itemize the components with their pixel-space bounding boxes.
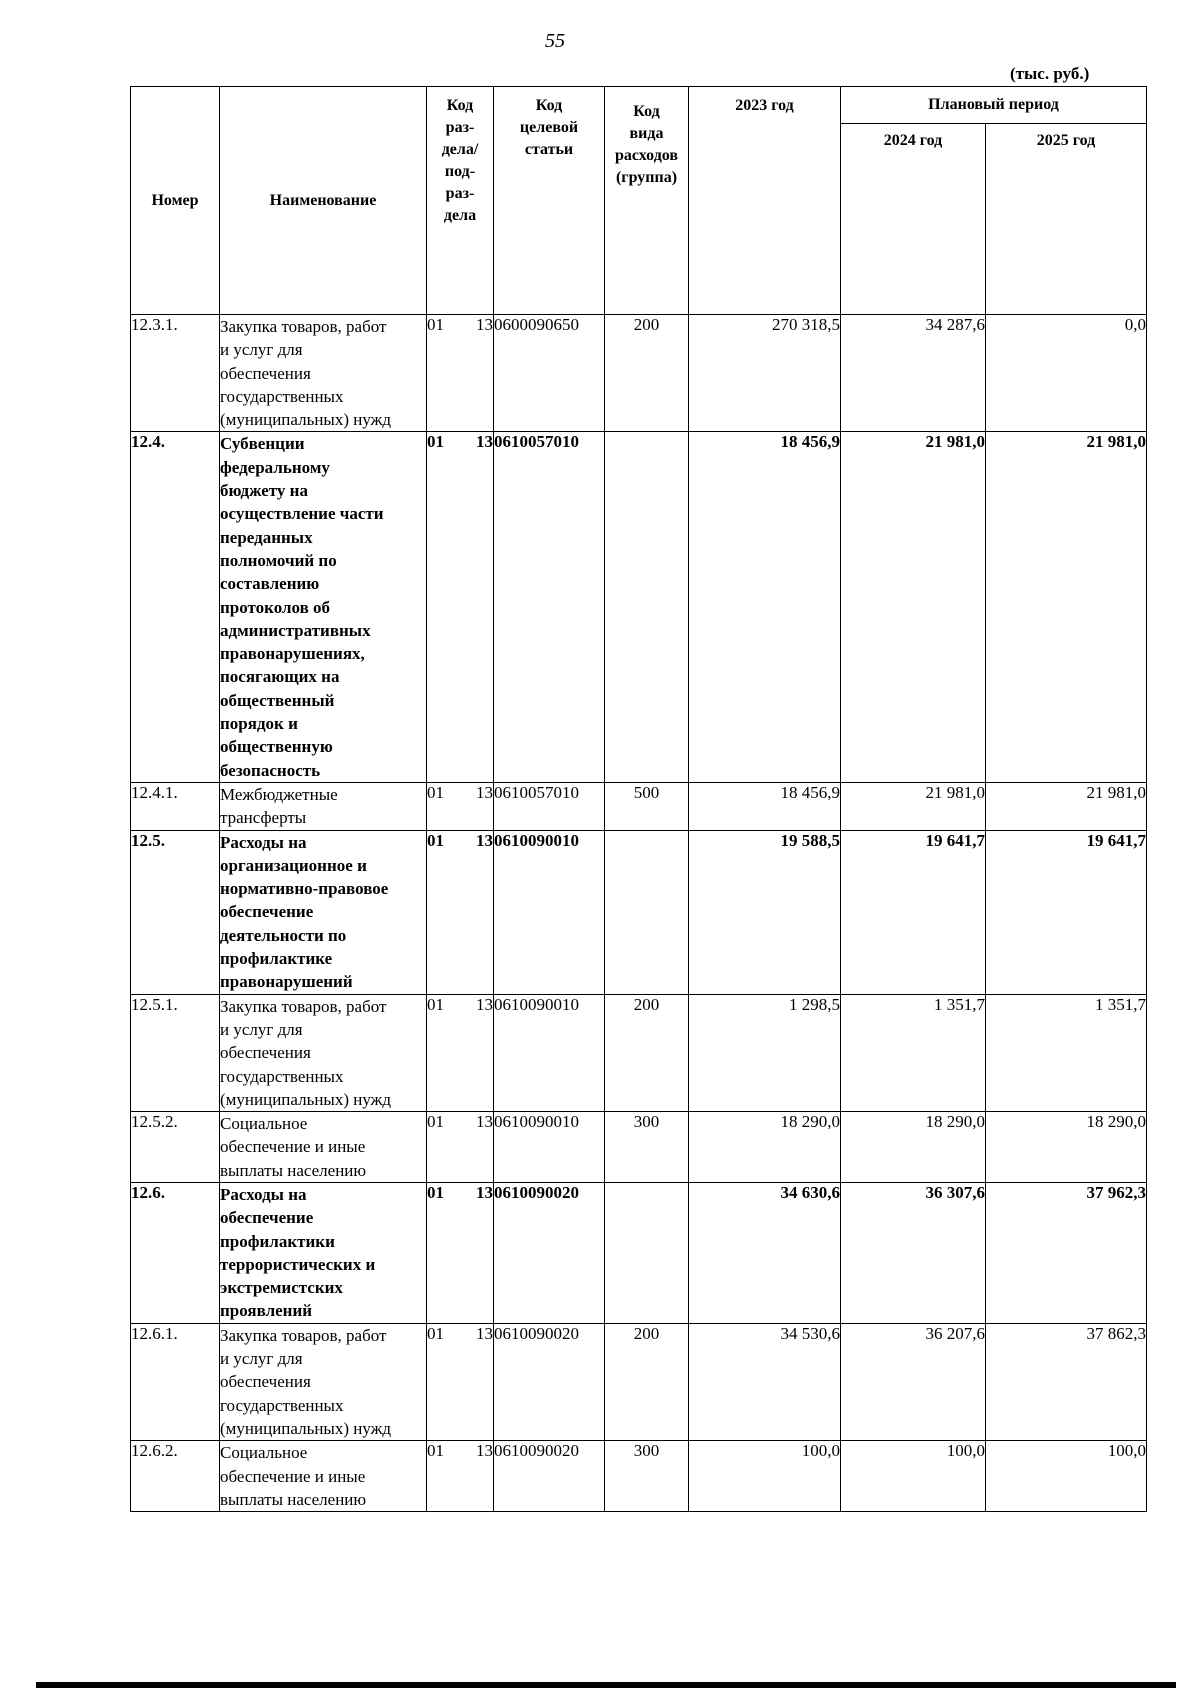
row-target-code: 0610090020 (494, 1441, 605, 1512)
row-amount-2023: 270 318,5 (689, 315, 841, 432)
row-number: 12.3.1. (131, 315, 220, 432)
row-amount-2023: 34 530,6 (689, 1323, 841, 1440)
row-amount-2025: 19 641,7 (986, 830, 1147, 994)
row-number: 12.6. (131, 1182, 220, 1323)
row-target-code: 0610090010 (494, 830, 605, 994)
table-row (131, 315, 1147, 432)
table-row (131, 1182, 1147, 1323)
row-number: 12.6.1. (131, 1323, 220, 1440)
row-number: 12.4.1. (131, 782, 220, 830)
row-amount-2025: 0,0 (986, 315, 1147, 432)
header-year-2025: 2025 год (986, 124, 1147, 315)
row-number: 12.5.2. (131, 1112, 220, 1183)
header-target-code: Код целевой статьи (494, 87, 605, 315)
row-name: Расходы на обеспечение профилактики террористических и экстремистских проявлений (220, 1182, 427, 1323)
row-amount-2023: 34 630,6 (689, 1182, 841, 1323)
row-section-code: 01 13 (427, 1323, 494, 1440)
row-name: Социальное обеспечение и иные выплаты населению (220, 1441, 427, 1512)
row-expense-type: 500 (605, 782, 689, 830)
table-row (131, 1323, 1147, 1440)
table-row (131, 1441, 1147, 1512)
row-name: Закупка товаров, работ и услуг для обеспечения государственных (муниципальных) нужд (220, 315, 427, 432)
row-target-code: 0610090010 (494, 994, 605, 1111)
row-section-code: 01 13 (427, 1441, 494, 1512)
table-row (131, 432, 1147, 782)
row-number: 12.5.1. (131, 994, 220, 1111)
row-target-code: 0610090020 (494, 1323, 605, 1440)
row-number: 12.5. (131, 830, 220, 994)
row-target-code: 0610057010 (494, 432, 605, 782)
row-amount-2023: 18 456,9 (689, 432, 841, 782)
row-section-code: 01 13 (427, 1112, 494, 1183)
row-amount-2024: 36 207,6 (841, 1323, 986, 1440)
row-section-code: 01 13 (427, 315, 494, 432)
table-row (131, 1112, 1147, 1183)
row-target-code: 0600090650 (494, 315, 605, 432)
row-amount-2025: 37 962,3 (986, 1182, 1147, 1323)
row-expense-type: 200 (605, 1323, 689, 1440)
row-expense-type: 300 (605, 1441, 689, 1512)
row-amount-2025: 21 981,0 (986, 432, 1147, 782)
row-amount-2023: 18 456,9 (689, 782, 841, 830)
row-amount-2024: 1 351,7 (841, 994, 986, 1111)
row-expense-type: 200 (605, 994, 689, 1111)
row-amount-2023: 100,0 (689, 1441, 841, 1512)
header-planned-period: Плановый период (841, 87, 1147, 124)
table-row (131, 782, 1147, 830)
row-section-code: 01 13 (427, 830, 494, 994)
row-amount-2024: 18 290,0 (841, 1112, 986, 1183)
row-amount-2025: 18 290,0 (986, 1112, 1147, 1183)
row-amount-2023: 18 290,0 (689, 1112, 841, 1183)
page-number: 55 (545, 30, 565, 52)
header-number: Номер (131, 87, 220, 315)
row-name: Межбюджетные трансферты (220, 782, 427, 830)
row-expense-type: 300 (605, 1112, 689, 1183)
row-amount-2024: 19 641,7 (841, 830, 986, 994)
row-amount-2025: 100,0 (986, 1441, 1147, 1512)
header-year-2023: 2023 год (689, 87, 841, 315)
row-amount-2025: 37 862,3 (986, 1323, 1147, 1440)
row-section-code: 01 13 (427, 1182, 494, 1323)
row-amount-2024: 36 307,6 (841, 1182, 986, 1323)
row-amount-2024: 34 287,6 (841, 315, 986, 432)
row-number: 12.4. (131, 432, 220, 782)
row-name: Закупка товаров, работ и услуг для обеспечения государственных (муниципальных) нужд (220, 1323, 427, 1440)
row-section-code: 01 13 (427, 782, 494, 830)
header-section-code: Код раз- дела/ под- раз- дела (427, 87, 494, 315)
table-row (131, 830, 1147, 994)
row-name: Социальное обеспечение и иные выплаты населению (220, 1112, 427, 1183)
row-target-code: 0610090020 (494, 1182, 605, 1323)
row-name: Расходы на организационное и нормативно-правовое обеспечение деятельности по профилактике правонарушений (220, 830, 427, 994)
row-expense-type (605, 830, 689, 994)
table-row (131, 994, 1147, 1111)
row-amount-2025: 21 981,0 (986, 782, 1147, 830)
header-expense-type-code: Код вида расходов (группа) (605, 87, 689, 315)
header-name: Наименование (220, 87, 427, 315)
row-amount-2023: 1 298,5 (689, 994, 841, 1111)
row-target-code: 0610090010 (494, 1112, 605, 1183)
header-year-2024: 2024 год (841, 124, 986, 315)
row-amount-2024: 21 981,0 (841, 782, 986, 830)
row-expense-type (605, 1182, 689, 1323)
row-target-code: 0610057010 (494, 782, 605, 830)
row-amount-2025: 1 351,7 (986, 994, 1147, 1111)
row-name: Закупка товаров, работ и услуг для обеспечения государственных (муниципальных) нужд (220, 994, 427, 1111)
row-section-code: 01 13 (427, 994, 494, 1111)
row-name: Субвенции федеральному бюджету на осуществление части переданных полномочий по составлению протоколов об административных правонарушениях, посягающих на общественный порядок и общественную безопасность (220, 432, 427, 782)
row-expense-type: 200 (605, 315, 689, 432)
units-label: (тыс. руб.) (1010, 64, 1090, 83)
bottom-rule (36, 1682, 1176, 1688)
row-expense-type (605, 432, 689, 782)
budget-table (130, 86, 1147, 1512)
row-amount-2024: 100,0 (841, 1441, 986, 1512)
row-number: 12.6.2. (131, 1441, 220, 1512)
row-amount-2024: 21 981,0 (841, 432, 986, 782)
row-amount-2023: 19 588,5 (689, 830, 841, 994)
row-section-code: 01 13 (427, 432, 494, 782)
